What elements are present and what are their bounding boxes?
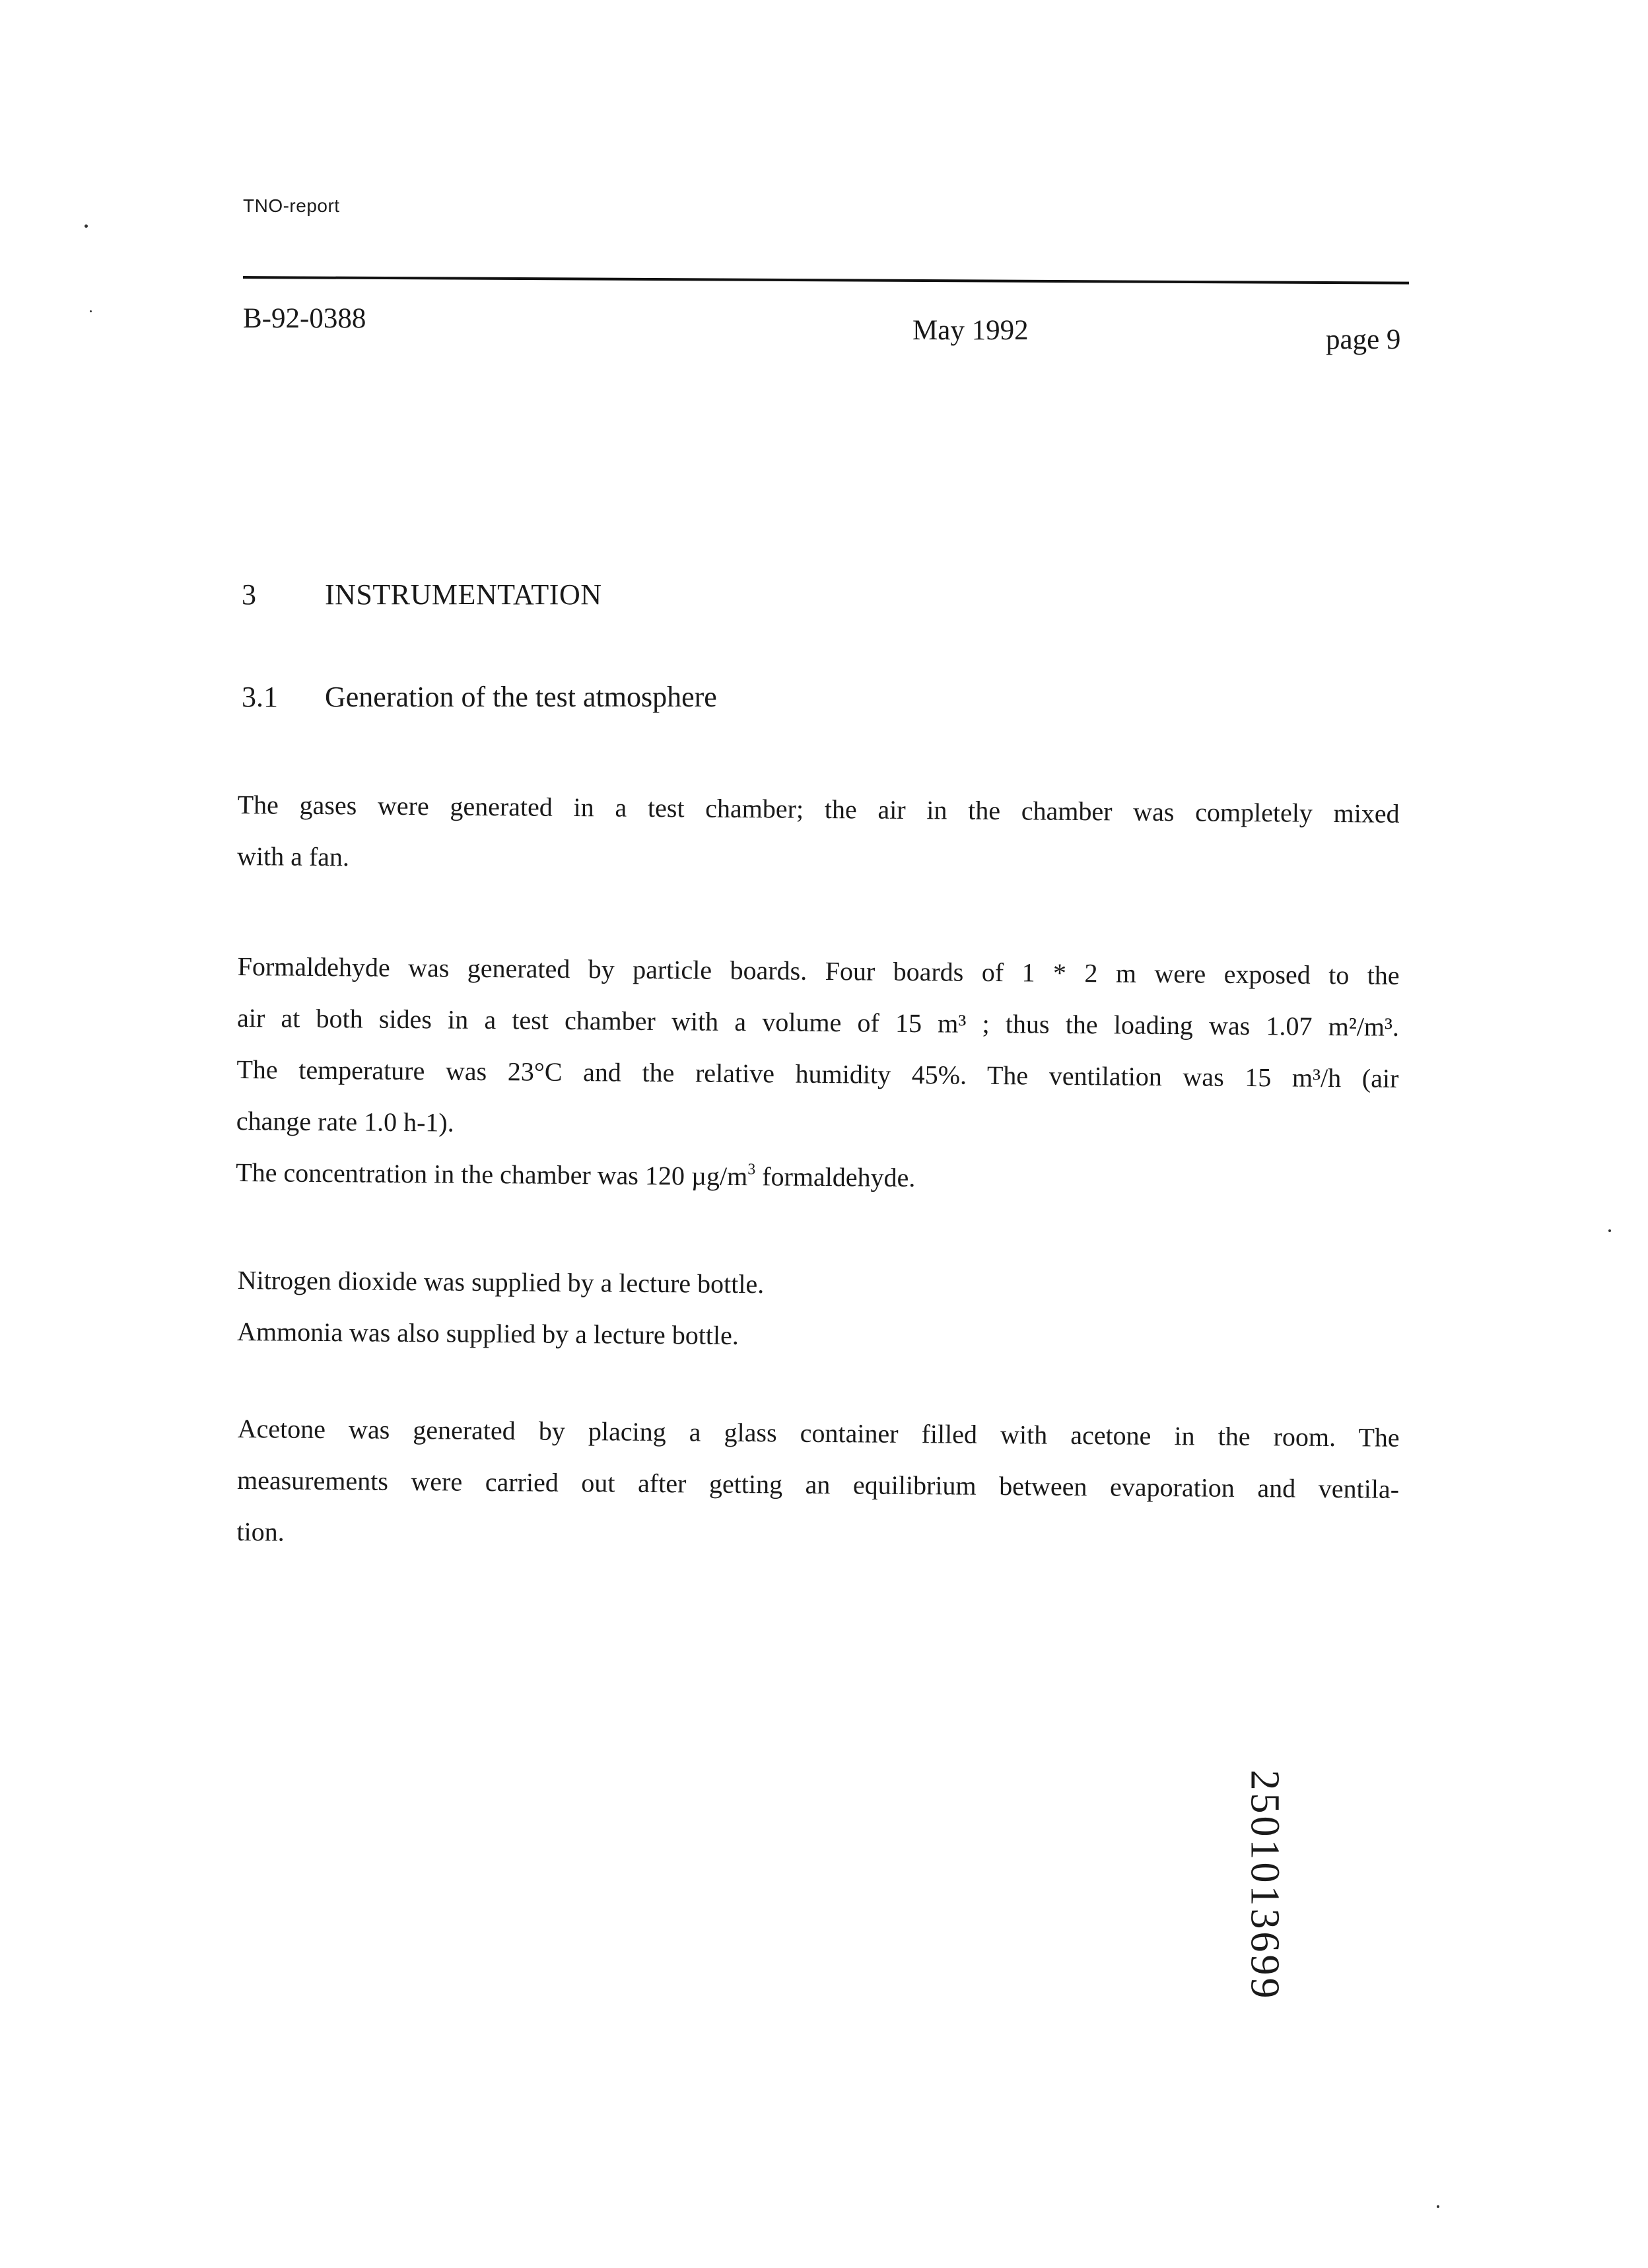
paragraph-line: Ammonia was also supplied by a lecture bottle. xyxy=(236,1316,739,1350)
scan-speck xyxy=(85,224,88,228)
paragraph-line: air at both sides in a test chamber with a volume of 15 m³ ; thus the loading was 1.07 m²/m³. xyxy=(236,1002,1400,1042)
subsection-number: 3.1 xyxy=(242,681,278,713)
paragraph-line: tion. xyxy=(236,1516,285,1547)
document-id-stamp: 2501013699 xyxy=(1242,1770,1288,2001)
paragraph-line: The temperature was 23°C and the relative humidity 45%. The ventilation was 15 m³/h (air xyxy=(236,1054,1399,1093)
paragraph-line: measurements were carried out after getting an equilibrium between evaporation and ventila- xyxy=(236,1464,1400,1504)
organization-label: TNO-report xyxy=(243,195,340,216)
concentration-unit-text: formaldehyde. xyxy=(755,1161,916,1193)
paragraph-line xyxy=(236,1147,1398,1208)
paragraph-line: The gases were generated in a test chamber; the air in the chamber was completely mixed xyxy=(237,789,1400,829)
report-date: May 1992 xyxy=(912,315,1029,346)
paragraph-line: change rate 1.0 h-1). xyxy=(236,1105,454,1138)
scan-speck xyxy=(1608,1229,1611,1232)
subsection-title: Generation of the test atmosphere xyxy=(325,681,717,713)
scan-speck xyxy=(1437,2205,1439,2208)
concentration-text: The concentration in the chamber was 120 µg/m xyxy=(236,1157,748,1192)
scan-speck xyxy=(90,310,92,312)
paragraph-formaldehyde xyxy=(236,941,1400,1208)
page-number: page 9 xyxy=(1326,324,1401,355)
paragraph-acetone xyxy=(236,1403,1400,1567)
section-number: 3 xyxy=(242,578,256,611)
paragraph-line: Nitrogen dioxide was supplied by a lecture bottle. xyxy=(237,1264,765,1299)
report-number: B-92-0388 xyxy=(243,303,366,334)
paragraph-test-chamber xyxy=(237,779,1400,891)
paragraph-line: with a fan. xyxy=(236,841,350,872)
paragraph-line: Formaldehyde was generated by particle boards. Four boards of 1 * 2 m were exposed to the xyxy=(237,951,1400,990)
superscript: 3 xyxy=(747,1161,756,1179)
paragraph-gas-supply xyxy=(237,1254,1400,1367)
section-title: INSTRUMENTATION xyxy=(325,578,602,611)
paragraph-line: Acetone was generated by placing a glass container filled with acetone in the room. The xyxy=(237,1413,1400,1453)
header-divider xyxy=(243,276,1409,285)
